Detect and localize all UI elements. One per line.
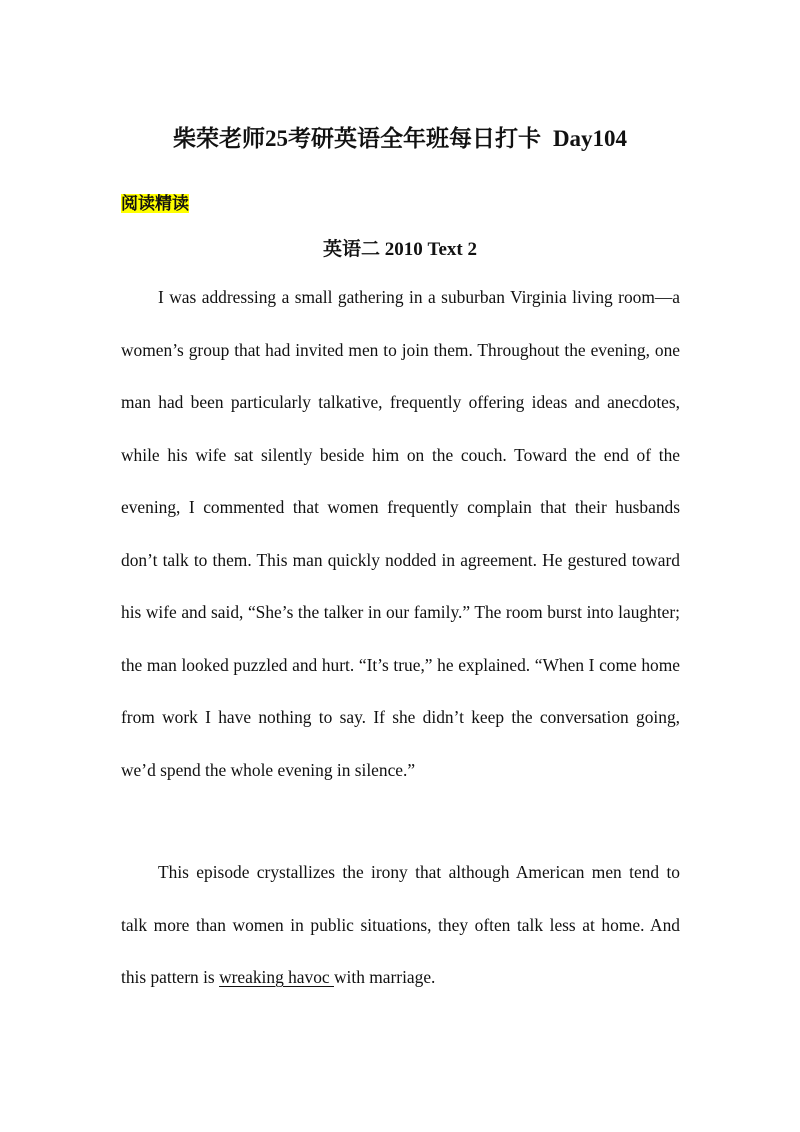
paragraph-2: [121, 846, 680, 1004]
title-day: Day104: [552, 126, 628, 151]
page-title: [0, 122, 800, 156]
section-tag: [120, 190, 190, 218]
paragraph-1: I was addressing a small gathering in a suburban Virginia living room—a women’s group that had invited men to join them. Throughout the evening, one man had been particularly talkative, frequently offering ideas and anecdotes, while his wife sat silently beside him on the couch. Toward the end of the evening, I commented that women frequently complain that their husbands don’t talk to them. This man quickly nodded in agreement. He gestured toward his wife and said, “She’s the talker in our family.” The room burst into laughter; the man looked puzzled and hurt. “It’s true,” he explained. “When I come home from work I have nothing to say. If she didn’t keep the conversation going, we’d spend the whole evening in silence.”: [121, 287, 680, 780]
paragraph-2-after: with marriage.: [334, 967, 436, 987]
title-main: 柴荣老师25考研英语全年班每日打卡: [172, 126, 541, 151]
underlined-phrase: wreaking havoc: [219, 967, 334, 987]
paragraph-2-before: This episode crystallizes the irony that although American men tend to talk more than women in public situations, they often talk less at home. And this pattern is: [121, 862, 680, 987]
text-title: 英语二 2010 Text 2: [323, 239, 477, 260]
section-tag-label: 阅读精读: [121, 194, 189, 213]
